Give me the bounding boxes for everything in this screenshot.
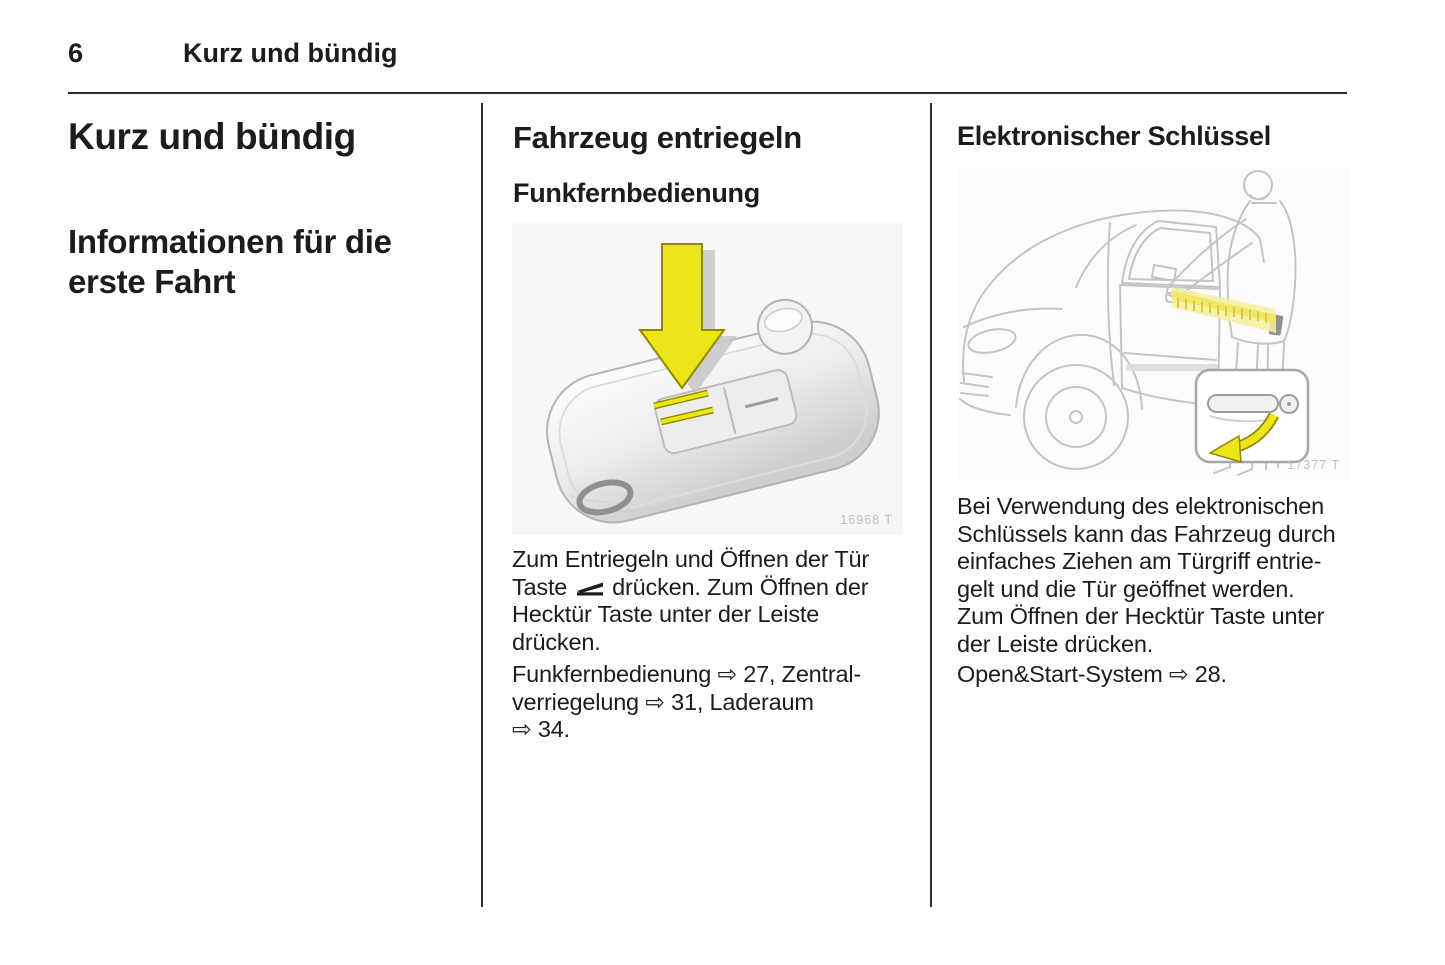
paragraph-open-start-reference [957, 661, 1227, 689]
text-line: Zum Entriegeln und Öffnen der Tür [512, 546, 869, 572]
section-heading-unlock-vehicle: Fahrzeug entriegeln [513, 120, 802, 155]
text-line: Bei Verwendung des elektronischen [957, 493, 1325, 519]
chapter-title: Kurz und bündig [68, 116, 356, 157]
header-rule [68, 92, 1347, 94]
car-door-illustration [958, 167, 1350, 480]
text-line: Funkfernbedienung ⇨ 27, Zentral- [512, 661, 862, 687]
unlock-key-icon [575, 581, 606, 596]
text-line: Schlüssels kann das Fahrzeug durch [957, 520, 1336, 547]
page-number: 6 [68, 38, 84, 68]
subsection-heading-remote-control: Funkfernbedienung [513, 178, 760, 208]
door-handle-inset [1196, 370, 1308, 462]
section-heading-electronic-key: Elektronischer Schlüssel [957, 121, 1271, 151]
figure-code: 17377 T [1287, 458, 1340, 472]
paragraph-electronic-key [957, 493, 1336, 658]
paragraph-cross-references [512, 661, 861, 744]
remote-key-illustration [512, 222, 903, 535]
intro-title-line2: erste Fahrt [68, 263, 236, 300]
text-line: einfaches Ziehen am Türgriff entrie- [957, 548, 1322, 574]
paragraph-unlock-instructions [512, 546, 869, 656]
text-line: drücken. [512, 628, 601, 655]
electronic-key-figure [958, 167, 1350, 480]
text-line: ⇨ 34. [512, 716, 570, 742]
text-line: Open&Start-System ⇨ 28. [957, 661, 1227, 687]
running-header-title: Kurz und bündig [183, 38, 398, 68]
text-line: verriegelung ⇨ 31, Laderaum [512, 688, 814, 715]
radio-signal-beam [1172, 287, 1276, 333]
text-line: Taste drücken. Zum Öffnen der [512, 573, 869, 600]
column-divider-left [481, 103, 483, 907]
column-divider-right [930, 103, 932, 907]
text-line: der Leiste drücken. [957, 630, 1154, 657]
intro-section-title [68, 222, 392, 302]
figure-code: 16968 T [840, 513, 893, 527]
text-line: gelt und die Tür geöffnet werden. [957, 575, 1295, 602]
text-line: Hecktür Taste unter der Leiste [512, 601, 820, 627]
remote-key-figure [512, 222, 903, 535]
text-line: Zum Öffnen der Hecktür Taste unter [957, 603, 1325, 629]
intro-title-line1: Informationen für die [68, 223, 392, 260]
